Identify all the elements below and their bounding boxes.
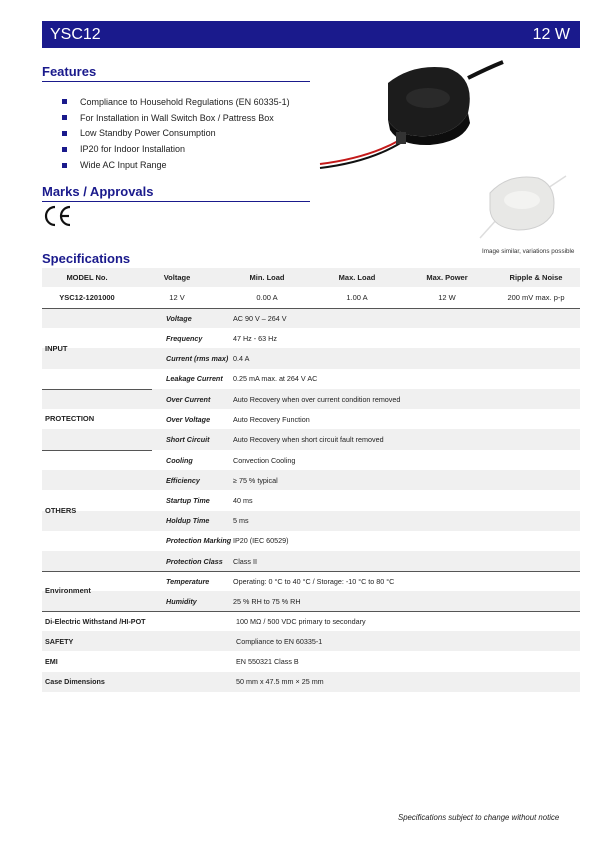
features-heading: Features [42,64,310,82]
others-group [42,450,580,571]
list-item: Compliance to Household Regulations (EN 60335-1) [62,94,290,110]
spec-row: Frequency 47 Hz - 63 Hz [166,333,277,343]
model-title: YSC12 [50,25,101,43]
spec-row: Cooling Convection Cooling [166,455,296,465]
list-item: Wide AC Input Range [62,157,290,173]
model-table [42,268,580,308]
bullet-icon [62,163,67,168]
environment-group [42,571,580,611]
group-label: Environment [45,586,91,595]
spec-row: Short Circuit Auto Recovery when short circuit fault removed [42,429,580,449]
table-cell: 0.00 A [256,293,278,302]
table-cell: 12 V [169,293,185,302]
column-header: Voltage [132,268,222,287]
spec-row: Over Current Auto Recovery when over current condition removed [42,389,580,409]
footer-note: Specifications subject to change without notice [398,813,560,822]
product-image-white [478,168,573,243]
product-image [318,58,508,173]
bullet-icon [62,147,67,152]
spec-row: Efficiency ≥ 75 % typical [42,470,580,490]
group-label: INPUT [45,344,68,353]
group-label: OTHERS [45,506,77,515]
spec-row: Protection Class Class II [42,551,580,571]
spec-row: Humidity 25 % RH to 75 % RH [42,591,580,611]
table-cell: 1.00 A [346,293,368,302]
table-cell: 200 mV max. p-p [507,293,565,302]
protection-group [42,389,580,450]
bottom-specs [42,611,580,692]
marks-heading: Marks / Approvals [42,184,310,202]
column-header: Max. Load [312,268,402,287]
ce-mark-icon [43,205,73,227]
spec-row: Startup Time 40 ms [166,495,253,505]
spec-row: Di-Electric Withstand /HI-POT 100 MΩ / 500 VDC primary to secondary [45,616,366,626]
specifications-heading: Specifications [42,251,580,269]
list-item: For Installation in Wall Switch Box / Pattress Box [62,110,290,126]
list-item: IP20 for Indoor Installation [62,141,290,157]
spec-row: SAFETY Compliance to EN 60335-1 [42,631,580,651]
table-row [42,287,580,308]
column-header: MODEL No. [42,268,132,287]
bullet-icon [62,115,67,120]
spec-row: Voltage AC 90 V – 264 V [42,308,580,328]
spec-row: Temperature Operating: 0 °C to 40 °C / Storage: -10 °C to 80 °C [166,576,395,586]
title-bar [42,21,580,48]
list-item: Low Standby Power Consumption [62,126,290,142]
features-list [62,94,290,173]
input-group [42,308,580,389]
bullet-icon [62,99,67,104]
image-note: Image similar, variations possible [482,248,575,255]
bullet-icon [62,131,67,136]
group-label: PROTECTION [45,414,95,423]
table-header-row [42,268,580,287]
power-title: 12 W [532,25,570,43]
spec-row: Current (rms max) 0.4 A [42,348,580,368]
spec-row: Over Voltage Auto Recovery Function [166,414,310,424]
model-cell: YSC12-1201000 [59,293,115,302]
spec-row: Leakage Current 0.25 mA max. at 264 V AC [166,374,318,384]
column-header: Ripple & Noise [492,268,580,287]
spec-row: Protection Marking IP20 (IEC 60529) [166,536,289,546]
column-header: Min. Load [222,268,312,287]
column-header: Max. Power [402,268,492,287]
spec-row: EMI EN 550321 Class B [45,656,299,666]
spec-row: Case Dimensions 50 mm x 47.5 mm × 25 mm [42,672,580,692]
table-cell: 12 W [438,293,456,302]
spec-row: Holdup Time 5 ms [42,511,580,531]
